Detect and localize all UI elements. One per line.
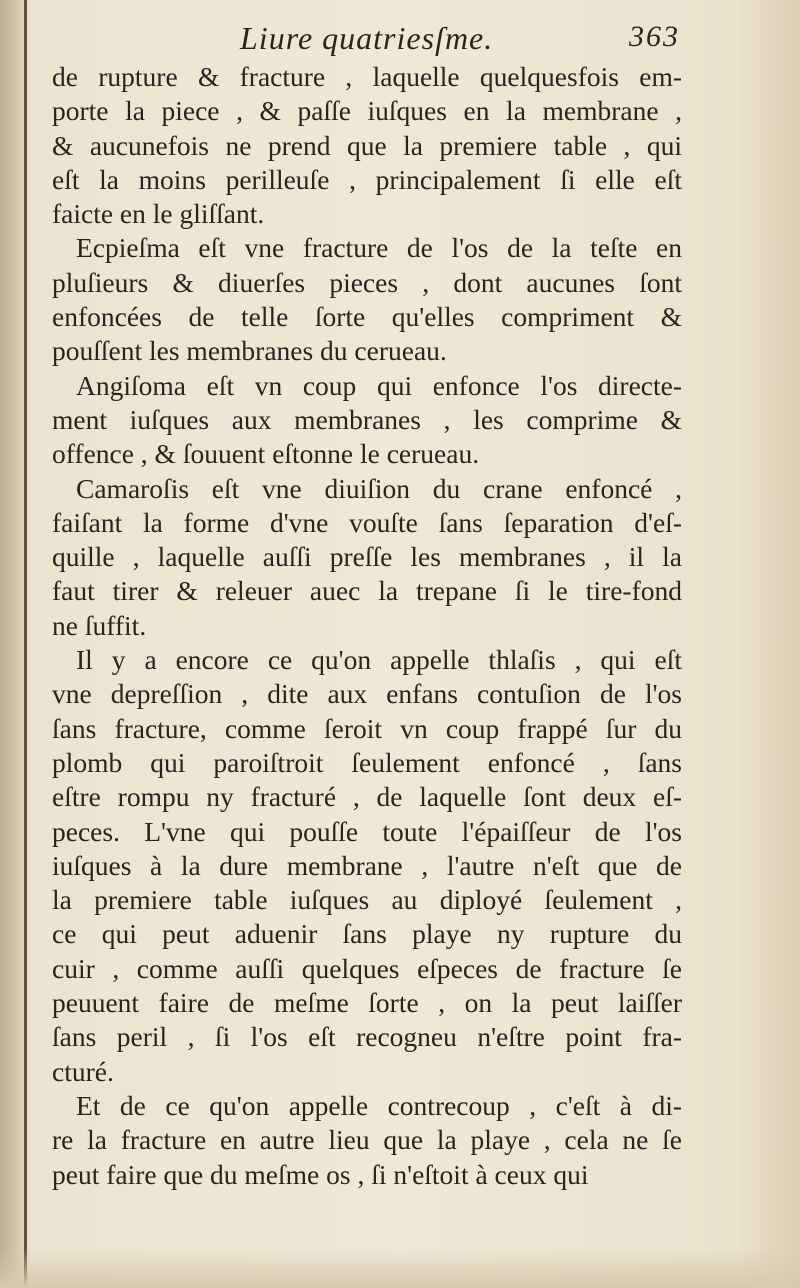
binding-edge bbox=[24, 0, 27, 1288]
text-line: ne ſuffit. bbox=[52, 609, 147, 641]
paragraph bbox=[52, 643, 682, 1089]
text-line: ſans fracture, comme ſeroit vn coup frappé ſur du bbox=[52, 712, 682, 744]
text-line: pluſieurs & diuerſes pieces , dont aucunes ſont bbox=[52, 266, 682, 298]
text-line: faiſant la forme d'vne vouſte ſans ſeparation d'eſ- bbox=[52, 506, 682, 538]
text-line: peuuent faire de meſme ſorte , on la peut laiſſer bbox=[52, 987, 682, 1019]
paragraph bbox=[52, 472, 682, 643]
text-line: ſans peril , ſi l'os eſt recogneu n'eſtre point fra- bbox=[52, 1021, 682, 1053]
text-line: Angiſoma eſt vn coup qui enfonce l'os directe- bbox=[76, 369, 682, 401]
text-line: peut faire que du meſme os , ſi n'eſtoit à ceux qui bbox=[52, 1158, 589, 1190]
page-bottom-shadow bbox=[0, 1248, 800, 1288]
text-line: ce qui peut aduenir ſans playe ny rupture du bbox=[52, 918, 682, 950]
text-line: eſtre rompu ny fracturé , de laquelle ſont deux eſ- bbox=[52, 781, 682, 813]
text-line: Camaroſis eſt vne diuiſion du crane enfoncé , bbox=[76, 472, 682, 504]
text-line: faut tirer & releuer auec la trepane ſi le tire-fond bbox=[52, 575, 682, 607]
text-line: faicte en le gliſſant. bbox=[52, 198, 265, 230]
text-line: cturé. bbox=[52, 1055, 114, 1087]
paragraph bbox=[52, 231, 682, 368]
text-line: la premiere table iuſques au diployé ſeulement , bbox=[52, 884, 682, 916]
text-line: Et de ce qu'on appelle contrecoup , c'eſt à di- bbox=[76, 1089, 682, 1121]
text-line: peces. L'vne qui pouſſe toute l'épaiſſeur de l'os bbox=[52, 815, 682, 847]
text-line: plomb qui paroiſtroit ſeulement enfoncé , ſans bbox=[52, 746, 682, 778]
running-title: Liure quatriesſme. bbox=[240, 20, 494, 56]
text-line: porte la piece , & paſſe iuſques en la membrane , bbox=[52, 95, 682, 127]
text-line: pouſſent les membranes du cerueau. bbox=[52, 335, 447, 367]
text-line: enfoncées de telle ſorte qu'elles compriment & bbox=[52, 301, 682, 333]
text-line: Ecpieſma eſt vne fracture de l'os de la teſte en bbox=[76, 232, 682, 264]
paragraph bbox=[52, 60, 682, 231]
text-line: vne depreſſion , dite aux enfans contuſion de l'os bbox=[52, 678, 682, 710]
paragraph bbox=[52, 1089, 682, 1192]
text-line: eſt la moins perilleuſe , principalement ſi elle eſt bbox=[52, 163, 682, 195]
text-line: ment iuſques aux membranes , les comprime & bbox=[52, 403, 682, 435]
text-line: cuir , comme auſſi quelques eſpeces de fracture ſe bbox=[52, 952, 682, 984]
text-line: iuſques à la dure membrane , l'autre n'eſt que de bbox=[52, 849, 682, 881]
text-line: Il y a encore ce qu'on appelle thlaſis , qui eſt bbox=[76, 644, 682, 676]
page-header bbox=[40, 20, 680, 64]
text-line: quille , laquelle auſſi preſſe les membranes , il la bbox=[52, 541, 682, 573]
paragraph bbox=[52, 369, 682, 472]
text-line: re la fracture en autre lieu que la playe , cela ne ſe bbox=[52, 1124, 682, 1156]
body-text bbox=[52, 60, 682, 1192]
text-line: de rupture & fracture , laquelle quelquesfois em- bbox=[52, 61, 682, 92]
text-line: & aucunefois ne prend que la premiere table , qui bbox=[52, 129, 682, 161]
text-line: offence , & ſouuent eſtonne le cerueau. bbox=[52, 438, 480, 470]
page-number: 363 bbox=[629, 20, 680, 53]
